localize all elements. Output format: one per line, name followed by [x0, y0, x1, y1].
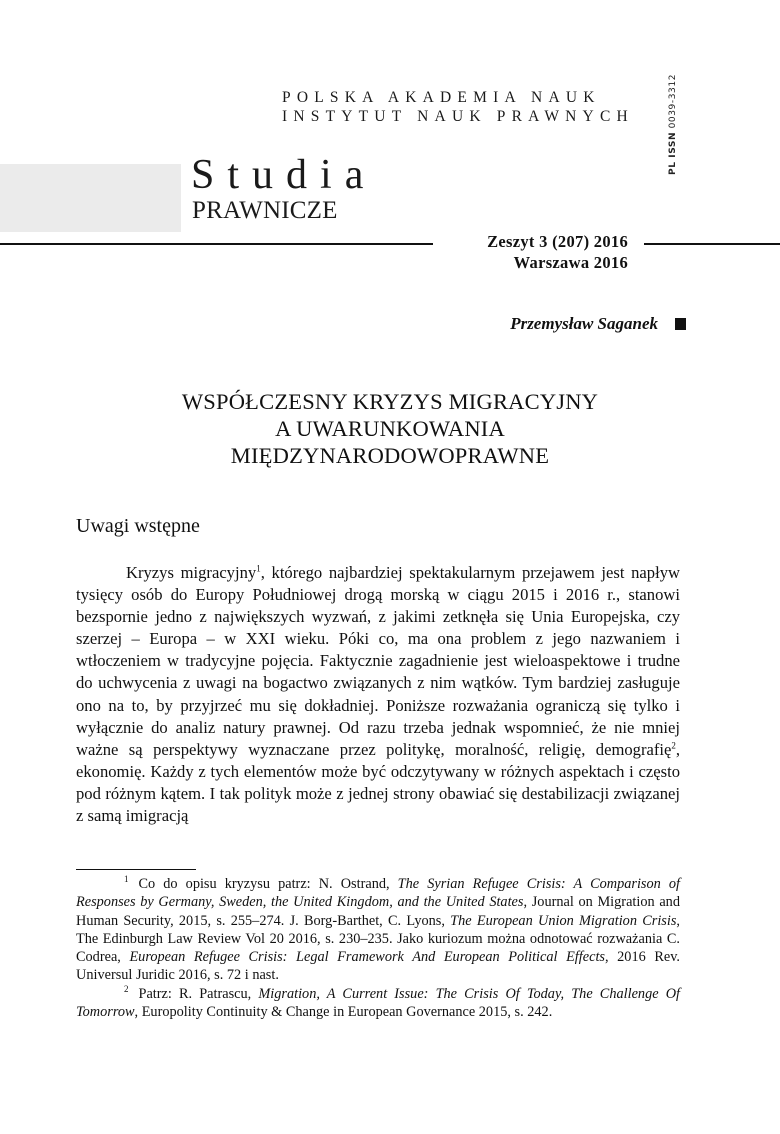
footnote-1 [76, 875, 680, 985]
issn-prefix: PL ISSN [668, 131, 678, 175]
publisher-name: POLSKA AKADEMIA NAUK [282, 89, 601, 106]
issn-label [668, 74, 678, 175]
paragraph [76, 562, 680, 827]
footnote-2 [76, 985, 680, 1022]
footnote-text: , Journal on Migration and Human Security, 2015, s. 255–274. J. Borg-Barthet, C. Lyons, [76, 894, 680, 929]
journal-title-studia: Studia [191, 152, 377, 198]
footnote-number: 1 [124, 874, 129, 885]
issue-place-year: Warszawa 2016 [513, 253, 628, 272]
citation-title: The Syrian Refugee Crisis: A Comparison of Responses by Germany, Sweden, the United Kingdom, and the United States [76, 876, 680, 911]
title-line-2: A UWARUNKOWANIA [275, 416, 505, 441]
footnote-text: , Europolity Continuity & Change in European Governance 2015, s. 242. [134, 1004, 553, 1021]
header-rule-right [644, 243, 780, 245]
issue-number: Zeszyt 3 (207) 2016 [487, 232, 628, 251]
journal-title-prawnicze: PRAWNICZE [192, 197, 338, 224]
section-heading: Uwagi wstępne [76, 515, 200, 537]
title-line-1: WSPÓŁCZESNY KRYZYS MIGRACYJNY [181, 389, 599, 414]
header-shaded-block [0, 164, 181, 232]
footnote-text: , The Edinburgh Law Review Vol 20 2016, s. 230–235. Jako kuriozum można odnotować rozważania C. Codrea, [76, 912, 680, 966]
footnote-number: 2 [124, 984, 129, 995]
header-rule-left [0, 243, 433, 245]
footnote-separator [76, 869, 196, 870]
citation-title: European Refugee Crisis: Legal Framework And European Political Effects [129, 949, 605, 966]
issn-number: 0039-3312 [668, 73, 678, 129]
paragraph-text: Kryzys migracyjny [126, 563, 257, 582]
article-title [0, 388, 780, 469]
paragraph-text: , którego najbardziej spektakularnym przejawem jest napływ tysięcy osób do Europy Południowej drogą morską w ciągu 2015 i 2016 r., stanowi bezspornie jedno z największych wyzwań, z jakimi zetknęła się Unia Europejska, czy szerzej – Europa – w XXI wieku. Póki co, ma ona problem z jego nazwaniem i wtłoczeniem w tradycyjne pojęcia. Faktycznie zagadnienie jest wieloaspektowe i trudne do uchwycenia z uwagi na bogactwo związanych z nim wątków. Tym bardziej zasługuje ono na to, by przyjrzeć mu się dokładniej. Poniższe rozważania ograniczą się tylko i wyłącznie do analiz natury prawnej. Od razu trzeba jednak wspomnieć, że nie mniej ważne są perspektywy wyznaczane przez politykę, moralność, religię, demografię [76, 563, 680, 759]
paragraph-text: , ekonomię. Każdy z tych elementów może być odczytywany w różnych aspektach i często pod różnym kątem. I tak polityk może z jednej strony obawiać się destabilizacji związanej z samą imigracją [76, 739, 680, 826]
footnote-text: Co do opisu kryzysu patrz: N. Ostrand, [138, 876, 398, 892]
footnote-ref-2[interactable]: 2 [671, 740, 676, 751]
title-line-3: MIĘDZYNARODOWOPRAWNE [230, 443, 550, 468]
article-author: Przemysław Saganek [510, 314, 658, 333]
citation-title: The European Union Migration Crisis [450, 912, 677, 929]
institute-name: INSTYTUT NAUK PRAWNYCH [282, 108, 634, 125]
footnote-text: Patrz: R. Patrascu, [138, 985, 259, 1002]
body-text [76, 562, 680, 827]
footnote-text: , 2016 Rev. Universul Juridic 2016, s. 72 i nast. [76, 949, 680, 984]
footnote-ref-1[interactable]: 1 [256, 563, 261, 574]
citation-title: Migration, A Current Issue: The Crisis Of Today, The Challenge Of Tomorrow [76, 985, 680, 1021]
author-square-marker [675, 318, 686, 330]
footnotes [76, 875, 680, 1021]
